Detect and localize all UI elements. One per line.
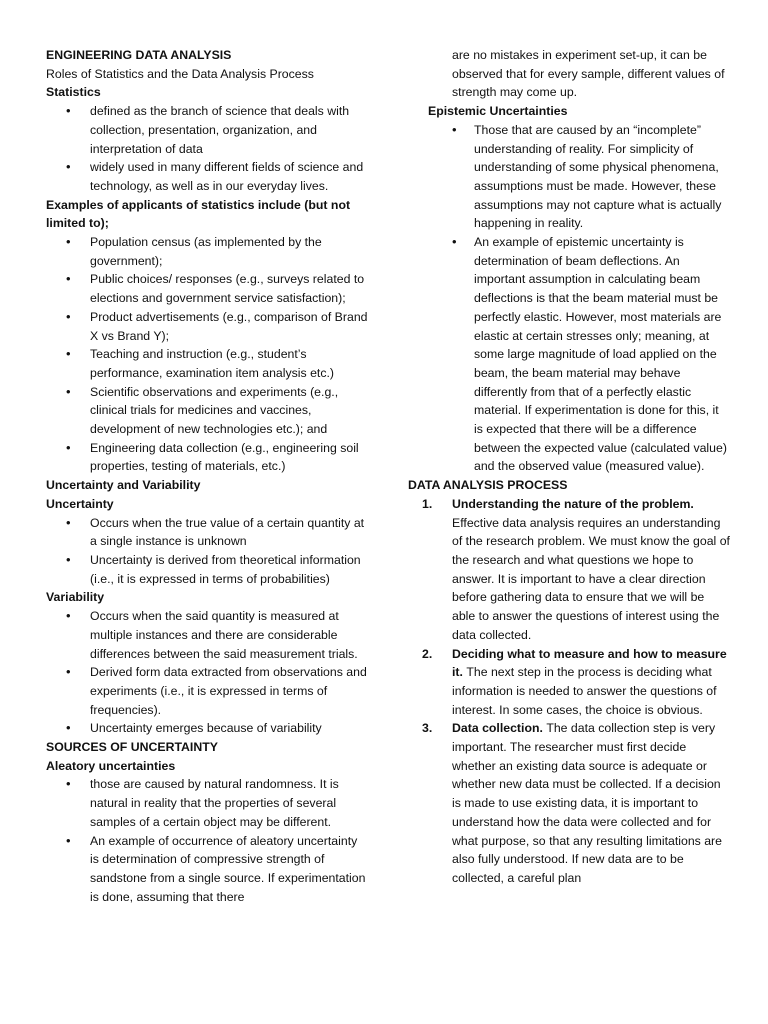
right-column [408, 46, 730, 888]
list-item: • widely used in many different fields of science and technology, as well as in our everyday lives. [46, 158, 368, 195]
step-number: 2. [422, 646, 433, 661]
sources-heading: SOURCES OF UNCERTAINTY [46, 740, 218, 755]
process-heading: DATA ANALYSIS PROCESS [408, 478, 568, 493]
step-body: Effective data analysis requires an understanding of the research problem. We must know the goal of the research and what questions we hope to answer. It is important to have a clear direction before gathering data to ensure that we will be able to answer the questions of interest using the data collected. [452, 515, 730, 642]
list-item: • Occurs when the said quantity is measured at multiple instances and there are considerable differences between the said measurement trials. [46, 607, 368, 663]
aleatory-list [46, 775, 368, 906]
examples-heading: Examples of applicants of statistics include (but not limited to); [46, 197, 351, 231]
document-subtitle: Roles of Statistics and the Data Analysis Process [46, 66, 314, 81]
list-item: • Engineering data collection (e.g., engineering soil properties, testing of materials, etc.) [46, 439, 368, 476]
step-title: Data collection. [452, 721, 547, 736]
process-step [408, 719, 730, 887]
list-item: • Scientific observations and experiments (e.g., clinical trials for medicines and vaccines, development of new technologies etc.); and [46, 383, 368, 439]
epistemic-heading: Epistemic Uncertainties [428, 104, 568, 119]
list-item: • defined as the branch of science that deals with collection, presentation, organization, and interpretation of data [46, 102, 368, 158]
epistemic-list [408, 121, 730, 476]
variability-heading: Variability [46, 590, 105, 605]
list-item: • Teaching and instruction (e.g., student’s performance, examination item analysis etc.) [46, 345, 368, 382]
list-item: • Public choices/ responses (e.g., surveys related to elections and government service satisfaction); [46, 270, 368, 307]
list-item: • Product advertisements (e.g., comparison of Brand X vs Brand Y); [46, 308, 368, 345]
step-title: Deciding what to measure and how to measure it. [452, 646, 727, 680]
statistics-heading: Statistics [46, 85, 101, 100]
variability-list [46, 607, 368, 738]
list-item: • Uncertainty emerges because of variability [46, 719, 368, 738]
uncertainty-list [46, 514, 368, 589]
aleatory-heading: Aleatory uncertainties [46, 758, 176, 773]
aleatory-continuation: are no mistakes in experiment set-up, it can be observed that for every sample, different values of strength may come up. [452, 48, 725, 100]
process-step [408, 495, 730, 645]
list-item: • Those that are caused by an “incomplete” understanding of reality. For simplicity of understanding of some physical phenomena, assumptions must be made. However, these assumptions may not capture what is actually happening in reality. [408, 121, 730, 233]
step-title: Understanding the nature of the problem. [452, 496, 694, 511]
list-item: • Derived form data extracted from observations and experiments (i.e., it is expressed in terms of frequencies). [46, 663, 368, 719]
step-body: The data collection step is very important. The researcher must first decide whether an existing data source is adequate or whether new data must be collected. If a decision is made to use existing data, it is important to understand how the data were collected and for what purpose, so that any resulting limitations are also fully understood. If new data are to be collected, a careful plan [452, 721, 722, 885]
list-item: • those are caused by natural randomness. It is natural in reality that the properties of several samples of a certain object may be different. [46, 775, 368, 831]
step-number: 3. [422, 721, 433, 736]
left-column [46, 46, 368, 906]
step-body: The next step in the process is deciding what information is needed to answer the questions of interest. In some cases, the choice is obvious. [452, 665, 717, 717]
step-number: 1. [422, 496, 433, 511]
uncertainty-variability-heading: Uncertainty and Variability [46, 478, 201, 493]
list-item: • Population census (as implemented by the government); [46, 233, 368, 270]
document-title: ENGINEERING DATA ANALYSIS [46, 48, 232, 62]
list-item: • An example of epistemic uncertainty is determination of beam deflections. An important assumption in calculating beam deflections is that the beam material must be perfectly elastic. However, most materials are elastic at certain stresses only; meaning, at some large magnitude of load applied on the beam, the beam material may behave differently from that of a perfectly elastic material. If experimentation is done for this, it is expected that there will be a difference between the expected value (calculated value) and the observed value (measured value). [408, 233, 730, 476]
list-item: • An example of occurrence of aleatory uncertainty is determination of compressive strength of sandstone from a single source. If experimentation is done, assuming that there [46, 832, 368, 907]
uncertainty-heading: Uncertainty [46, 496, 114, 511]
process-steps-list [408, 495, 730, 888]
examples-list [46, 233, 368, 476]
statistics-list [46, 102, 368, 196]
list-item: • Occurs when the true value of a certain quantity at a single instance is unknown [46, 514, 368, 551]
process-step [408, 645, 730, 720]
list-item: • Uncertainty is derived from theoretical information (i.e., it is expressed in terms of probabilities) [46, 551, 368, 588]
